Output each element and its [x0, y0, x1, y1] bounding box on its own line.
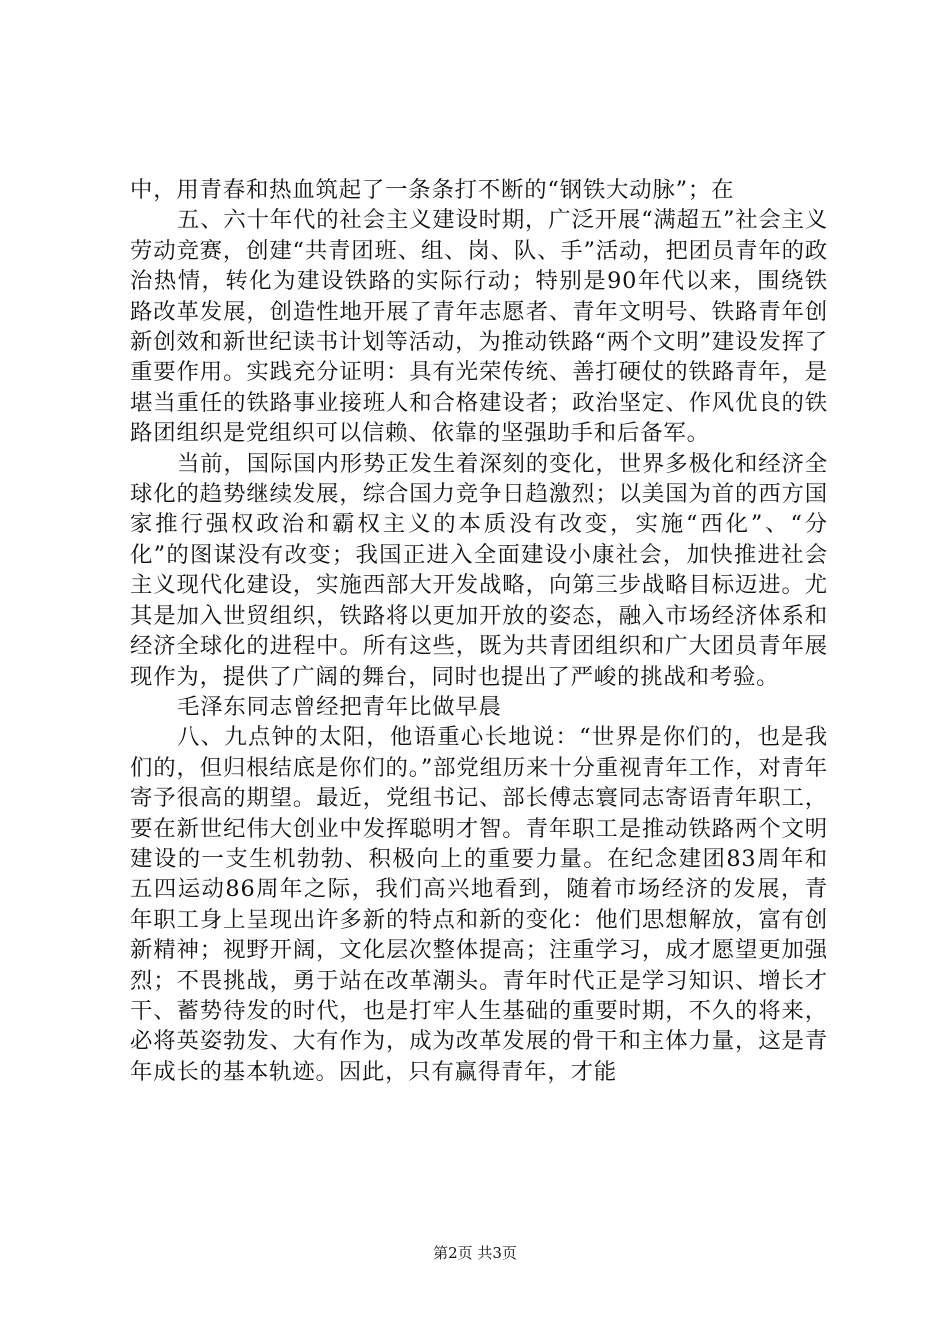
document-body: [130, 175, 828, 1087]
paragraph-3: 当前，国际国内形势正发生着深刻的变化，世界多极化和经济全球化的趋势继续发展，综合国力竞争日趋激烈；以美国为首的西方国家推行强权政治和霸权主义的本质没有改变，实施“西化”、“分化”的图谋没有改变；我国正进入全面建设小康社会，加快推进社会主义现代化建设，实施西部大开发战略，向第三步战略目标迈进。尤其是加入世贸组织，铁路将以更加开放的姿态，融入市场经济体系和经济全球化的进程中。所有这些，既为共青团组织和广大团员青年展现作为，提供了广阔的舞台，同时也提出了严峻的挑战和考验。: [130, 450, 828, 690]
paragraph-4: 毛泽东同志曾经把青年比做早晨: [177, 693, 502, 720]
paragraph-1: 中，用青春和热血筑起了一条条打不断的“钢铁大动脉”；在: [130, 177, 735, 203]
page-number-footer: 第2页 共3页: [433, 1244, 517, 1262]
paragraph-2: 五、六十年代的社会主义建设时期，广泛开展“满超五”社会主义劳动竞赛，创建“共青团班、组、岗、队、手”活动，把团员青年的政治热情，转化为建设铁路的实际行动；特别是90年代以来，围绕铁路改革发展，创造性地开展了青年志愿者、青年文明号、铁路青年创新创效和新世纪读书计划等活动，为推动铁路“两个文明”建设发挥了重要作用。实践充分证明：具有光荣传统、善打硬仗的铁路青年，是堪当重任的铁路事业接班人和合格建设者；政治坚定、作风优良的铁路团组织是党组织可以信赖、依靠的坚强助手和后备军。: [130, 207, 828, 447]
paragraph-5: 八、九点钟的太阳，他语重心长地说：“世界是你们的，也是我们的，但归根结底是你们的。”部党组历来十分重视青年工作，对青年寄予很高的期望。最近，党组书记、部长傅志寰同志寄语青年职工，要在新世纪伟大创业中发挥聪明才智。青年职工是推动铁路两个文明建设的一支生机勃勃、积极向上的重要力量。在纪念建团83周年和五四运动86周年之际，我们高兴地看到，随着市场经济的发展，青年职工身上呈现出许多新的特点和新的变化：他们思想解放，富有创新精神；视野开阔，文化层次整体提高；注重学习，成才愿望更加强烈；不畏挑战，勇于站在改革潮头。青年时代正是学习知识、增长才干、蓄势待发的时代，也是打牢人生基础的重要时期，不久的将来，必将英姿勃发、大有作为，成为改革发展的骨干和主体力量，这是青年成长的基本轨迹。因此，只有赢得青年，才能: [130, 724, 828, 1085]
